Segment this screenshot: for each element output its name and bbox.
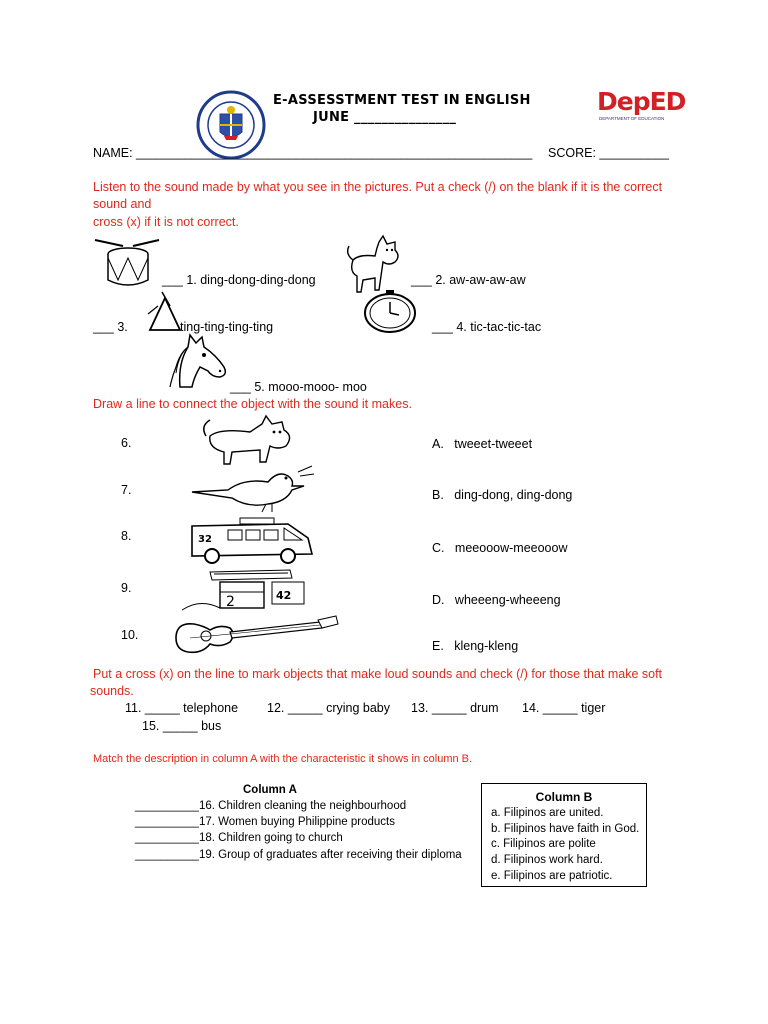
svg-text:42: 42 [276, 589, 292, 602]
deped-logo-wordmark: DepED [597, 87, 686, 116]
match-letter-d-label: D. [432, 593, 445, 607]
sound-kleng: kleng-kleng [454, 639, 519, 653]
item-15: 15. _____ bus [142, 719, 222, 733]
item-11: 11. _____ telephone [125, 701, 239, 715]
match-letter-d [432, 593, 561, 607]
page-title: E-ASSESSTMENT TEST IN ENGLISH [273, 93, 531, 108]
name-field[interactable]: NAME: _________________________________________________________ [93, 146, 533, 160]
svg-text:2: 2 [226, 594, 235, 610]
item-12: 12. _____ crying baby [267, 701, 391, 715]
column-a-item-18: __________18. Children going to church [135, 832, 343, 844]
cat-image [345, 236, 407, 294]
svg-text:32: 32 [198, 534, 212, 545]
match-number-9: 9. [121, 581, 132, 595]
column-a-item-17: __________17. Women buying Philippine products [135, 816, 396, 828]
sound-wheeeng: wheeeng-wheeeng [454, 593, 561, 607]
clock-image [362, 289, 418, 335]
section3-instruction-1: Put a cross (x) on the line to mark objects that make loud sounds and check (/) for those that make soft [93, 667, 663, 681]
page-subtitle-date: JUNE _______________ [313, 110, 457, 125]
van-image [188, 516, 318, 564]
sound-meeooow: meeooow-meeooow [454, 541, 568, 555]
match-number-6: 6. [121, 436, 132, 450]
column-b-item-e: e. Filipinos are patriotic. [491, 870, 613, 882]
item-2: ___ 2. aw-aw-aw-aw [411, 273, 526, 287]
bird-image [188, 464, 318, 514]
section3-instruction-2: sounds. [90, 684, 134, 698]
triangle-instrument-image [148, 292, 182, 334]
deped-logo-sub: DEPARTMENT OF EDUCATION [599, 116, 665, 121]
column-a-title: Column A [243, 784, 297, 796]
guitar-image [170, 614, 340, 660]
bus-terminal-image [180, 568, 310, 614]
item-4: ___ 4. tic-tac-tic-tac [432, 320, 542, 334]
match-letter-b [432, 488, 572, 502]
item-5: ___ 5. mooo-mooo- moo [230, 380, 367, 394]
match-letter-e [432, 639, 518, 653]
section1-instruction-1: Listen to the sound made by what you see in the pictures. Put a check (/) on the blank if it is the correct [93, 180, 663, 194]
column-b-item-d: d. Filipinos work hard. [491, 854, 603, 866]
item-3: ting-ting-ting-ting [180, 320, 274, 334]
section1-instruction-2: sound and [93, 197, 152, 211]
sound-ding-dong: ding-dong, ding-dong [454, 488, 573, 502]
sound-tweeet: tweeet-tweeet [454, 437, 533, 451]
match-letter-c-label: C. [432, 541, 445, 555]
column-b-item-b: b. Filipinos have faith in God. [491, 823, 640, 835]
column-b-title: Column B [535, 790, 593, 804]
score-field[interactable]: SCORE: __________ [548, 146, 669, 160]
section2-instruction: Draw a line to connect the object with the sound it makes. [93, 397, 412, 411]
column-a-item-19: __________19. Group of graduates after receiving their diploma [135, 849, 462, 861]
column-a-item-16: __________16. Children cleaning the neighbourhood [135, 800, 407, 812]
horse-image [160, 333, 230, 389]
match-letter-a-label: A. [432, 437, 444, 451]
item-1: ___ 1. ding-dong-ding-dong [162, 273, 316, 287]
match-letter-b-label: B. [432, 488, 444, 502]
match-letter-e-label: E. [432, 639, 444, 653]
column-b-item-a: a. Filipinos are united. [491, 807, 604, 819]
column-b-item-c: c. Filipinos are polite [491, 838, 596, 850]
section4-instruction: Match the description in column A with the characteristic it shows in column B. [93, 753, 473, 765]
match-number-8: 8. [121, 529, 132, 543]
match-number-10: 10. [121, 628, 139, 642]
match-number-7: 7. [121, 483, 132, 497]
match-letter-c [432, 541, 567, 555]
item-13: 13. _____ drum [411, 701, 499, 715]
item-14: 14. _____ tiger [522, 701, 606, 715]
column-b-box [481, 783, 647, 887]
deped-logo [597, 88, 687, 128]
match-letter-a [432, 437, 532, 451]
item-3-blank: ___ 3. [93, 320, 128, 334]
drum-image [93, 236, 163, 291]
section1-instruction-3: cross (x) if it is not correct. [93, 215, 239, 229]
cat-image-2 [200, 414, 300, 466]
